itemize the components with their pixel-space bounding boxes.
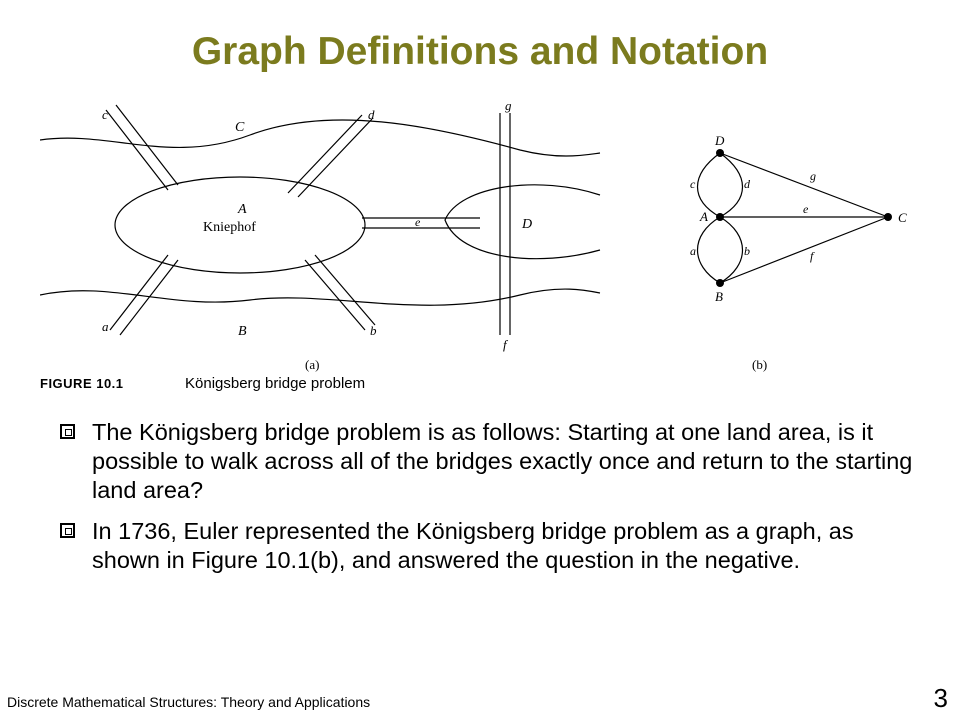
land-B-label: B	[238, 324, 247, 339]
figure-caption-number: FIGURE 10.1	[40, 376, 124, 391]
checkbox-bullet-icon	[60, 424, 75, 439]
bullet-text: The Königsberg bridge problem is as follows: Starting at one land area, is it possible to walk across all of the bridges exactly once and return to the starting land area?	[92, 419, 913, 503]
edge-g-label: g	[810, 169, 816, 183]
land-C-label: C	[235, 120, 245, 135]
bridge-g-label: g	[505, 98, 512, 113]
checkbox-bullet-icon	[60, 523, 75, 538]
figure-konigsberg	[40, 95, 940, 400]
edge-a	[698, 217, 721, 283]
river-bank-upper	[40, 120, 600, 156]
bridge-b-label: b	[370, 323, 377, 338]
edge-f-label: f	[810, 249, 814, 263]
bridge-f-label: f	[503, 337, 507, 352]
vertex-A-label: A	[700, 209, 708, 224]
bridge-e-label: e	[415, 215, 421, 229]
land-D-label: D	[522, 217, 533, 232]
figure-svg	[40, 95, 940, 400]
bullet-item	[60, 517, 920, 575]
bridge-d-label: d	[368, 107, 375, 122]
edge-b	[720, 217, 743, 283]
slide-footer: Discrete Mathematical Structures: Theory and Applications	[7, 694, 371, 710]
edge-d-label: d	[744, 177, 750, 191]
edge-a-label: a	[690, 244, 696, 258]
edge-c-label: c	[690, 177, 696, 191]
bridge-a-label: a	[102, 319, 109, 334]
edge-e-label: e	[803, 202, 809, 216]
vertex-C-label: D	[715, 133, 725, 148]
figure-caption-text: Königsberg bridge problem	[185, 375, 366, 392]
edge-c	[698, 153, 721, 217]
bullet-text: In 1736, Euler represented the Königsberg bridge problem as a graph, as shown in Figure 10.1(b), and answered the question in the negative.	[92, 518, 854, 573]
bridge-c-label: c	[102, 107, 108, 122]
slide-title: Graph Definitions and Notation	[191, 30, 769, 73]
vertex-D	[884, 213, 892, 221]
vertex-C	[716, 149, 724, 157]
panel-a-label: (a)	[305, 357, 320, 372]
island-A-label: A	[238, 202, 247, 217]
bullet-list	[60, 418, 920, 587]
vertex-A	[716, 213, 724, 221]
edge-b-label: b	[744, 244, 750, 258]
page-number: 3	[933, 683, 948, 713]
vertex-D-label: C	[898, 210, 907, 225]
vertex-B-label: B	[715, 289, 723, 304]
river-bank-lower	[40, 289, 600, 305]
bullet-item	[60, 418, 920, 505]
panel-b-label: (b)	[752, 357, 768, 372]
edge-d	[720, 153, 743, 217]
island-name-label: Kniephof	[203, 220, 256, 235]
vertex-B	[716, 279, 724, 287]
